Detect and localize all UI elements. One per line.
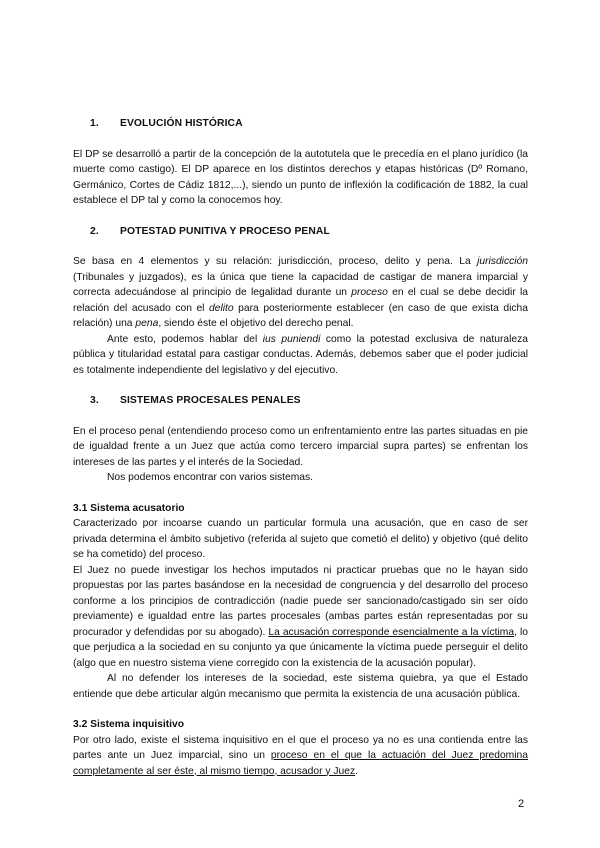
paragraph-historical-evolution: El DP se desarrolló a partir de la concepción de la autotutela que le precedía en el plano jurídico (la muerte como castigo). El DP aparece en los distintos derechos y etapas históricas (Dº Romano, Germánico, Cortes de Cádiz 1812,...), siendo un punto de inflexión la codificación de 1882, la cual establece el DP tal y como la conocemos hoy. [73, 148, 528, 206]
paragraph-criminal-process: En el proceso penal (entendiendo proceso como un enfrentamiento entre las partes situadas en pie de igualdad frente a un Juez que actúa como tercero imparcial supra partes) se enfrentan los intereses de las partes y el interés de la Sociedad. [73, 425, 528, 468]
paragraph-various-systems: Nos podemos encontrar con varios sistemas. [107, 472, 314, 483]
paragraph-accusatory-failure: Al no defender los intereses de la sociedad, este sistema quiebra, ya que el Estado entiende que debe articular algún mecanismo que permita la existencia de una acusación pública. [73, 673, 528, 700]
subsection-heading-accusatory-system: 3.1 Sistema acusatorio [73, 502, 185, 514]
section-heading-punitive-power: 2. POTESTAD PUNITIVA Y PROCESO PENAL [90, 225, 330, 237]
paragraph-accusatory-judge: El Juez no puede investigar los hechos imputados ni practicar pruebas que no le hayan sido propuestas por las partes basándose en la necesidad de congruencia y del desarrollo del proceso conforme a los principios de contradicción (nadie puede ser sancionado/castigado sin ser oído previamente) e igualdad entre las partes procesales (ambas partes están representadas por su procurador y defendidas por su abogado). La acusación corresponde esencialmente a la víctima, lo que perjudica a la sociedad en su conjunto ya que únicamente la víctima puede perseguir el delito (algo que en nuestro sistema viene corregido con la existencia de la acusación popular). [73, 564, 528, 669]
section-heading-historical-evolution: 1. EVOLUCIÓN HISTÓRICA [90, 118, 243, 129]
page-content [73, 116, 528, 779]
paragraph-punitive-elements: Se basa en 4 elementos y su relación: jurisdicción, proceso, delito y pena. La jurisdicción (Tribunales y juzgados), es la única que tiene la capacidad de castigar de manera imparcial y correcta adecuándose al principio de legalidad durante un proceso en el cual se debe decidir la relación del acusado con el delito para posteriormente establecer (en caso de que exista dicha relación) una pena, siendo éste el objetivo del derecho penal. [73, 256, 529, 329]
section-heading-procedural-systems: 3. SISTEMAS PROCESALES PENALES [90, 395, 301, 406]
paragraph-accusatory-definition: Caracterizado por incoarse cuando un particular formula una acusación, que en caso de ser privada determina el ámbito subjetivo (referida al sujeto que cometió el delito) y objetivo (qué delito se ha cometido) del proceso. [73, 518, 528, 560]
paragraph-ius-puniendi: Ante esto, podemos hablar del ius puniendi como la potestad exclusiva de naturaleza pública y titularidad estatal para castigar conductas. Además, debemos saber que el poder judicial es totalmente independiente del legislativo y del ejecutivo. [73, 333, 528, 376]
paragraph-inquisitorial: Por otro lado, existe el sistema inquisitivo en el que el proceso ya no es una contienda entre las partes ante un Juez imparcial, sino un proceso en el que la actuación del Juez predomina completamente al ser éste, al mismo tiempo, acusador y Juez. [73, 734, 529, 777]
page-number: 2 [518, 798, 525, 810]
subsection-heading-inquisitorial-system: 3.2 Sistema inquisitivo [73, 719, 185, 730]
